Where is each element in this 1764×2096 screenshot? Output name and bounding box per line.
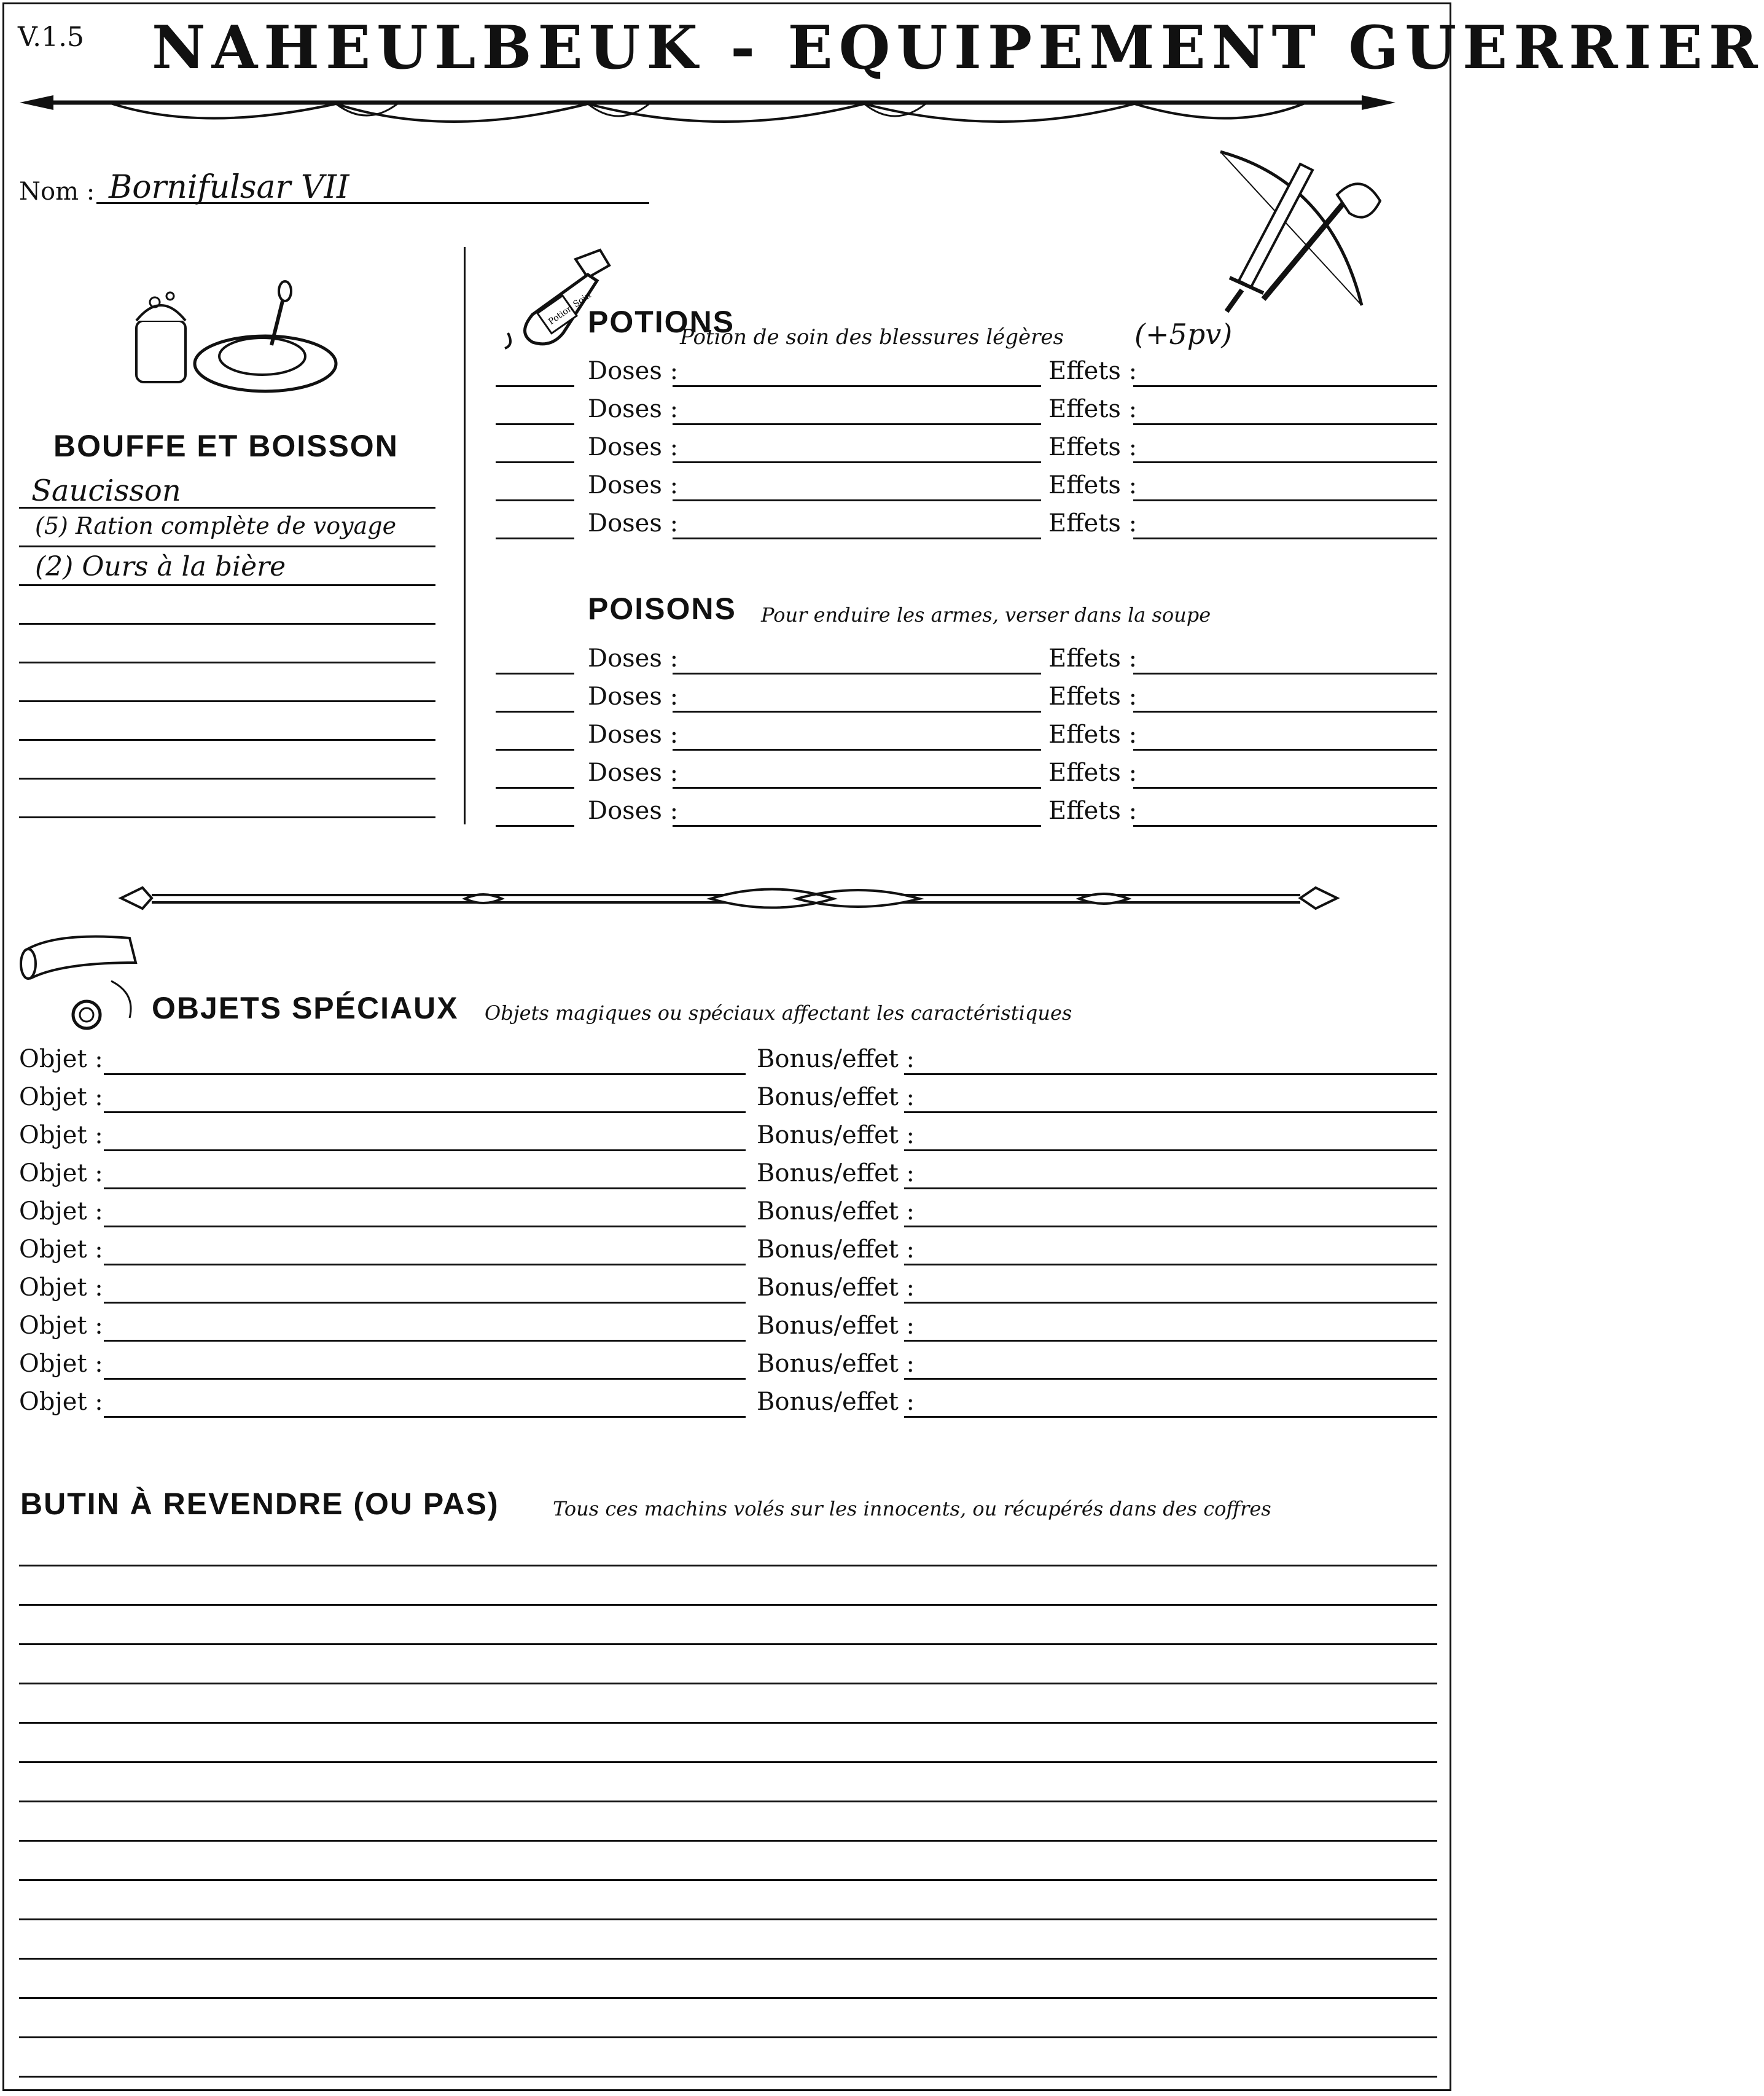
object-label: Objet : bbox=[19, 1159, 103, 1187]
effect-label: Effets : bbox=[1048, 759, 1138, 787]
food-line bbox=[19, 584, 435, 586]
food-line bbox=[19, 778, 435, 780]
loot-line[interactable] bbox=[19, 1565, 1437, 1566]
bonus-label: Bonus/effet : bbox=[757, 1388, 915, 1416]
effect-field[interactable] bbox=[1133, 538, 1437, 539]
object-label: Objet : bbox=[19, 1235, 103, 1264]
loot-line[interactable] bbox=[19, 1761, 1437, 1763]
dose-label: Doses : bbox=[588, 509, 679, 538]
object-field[interactable] bbox=[104, 1264, 746, 1265]
bonus-label: Bonus/effet : bbox=[757, 1159, 915, 1187]
dose-field[interactable] bbox=[673, 711, 1041, 713]
dose-field[interactable] bbox=[673, 749, 1041, 751]
bonus-field[interactable] bbox=[904, 1111, 1437, 1113]
bonus-label: Bonus/effet : bbox=[757, 1197, 915, 1226]
equipment-sheet bbox=[2, 2, 1764, 2091]
object-field[interactable] bbox=[104, 1073, 746, 1075]
effect-field[interactable] bbox=[1133, 499, 1437, 501]
dose-count-line[interactable] bbox=[496, 538, 574, 539]
potion-note-effect[interactable]: (+5pv) bbox=[1134, 318, 1233, 351]
dose-label: Doses : bbox=[588, 357, 679, 385]
effect-field[interactable] bbox=[1133, 787, 1437, 789]
object-label: Objet : bbox=[19, 1083, 103, 1111]
dose-count-line[interactable] bbox=[496, 787, 574, 789]
staff-divider-icon bbox=[121, 877, 1337, 920]
bonus-field[interactable] bbox=[904, 1264, 1437, 1265]
column-separator bbox=[464, 247, 466, 824]
loot-line[interactable] bbox=[19, 1879, 1437, 1881]
object-field[interactable] bbox=[104, 1340, 746, 1342]
poisons-subtitle: Pour enduire les armes, verser dans la soupe bbox=[761, 603, 1211, 627]
dose-label: Doses : bbox=[588, 395, 679, 423]
bonus-field[interactable] bbox=[904, 1073, 1437, 1075]
name-label: Nom : bbox=[19, 178, 95, 206]
name-field[interactable]: Bornifulsar VII bbox=[109, 169, 349, 206]
loot-subtitle: Tous ces machins volés sur les innocents, ou récupérés dans des coffres bbox=[553, 1497, 1271, 1520]
food-item[interactable]: Saucisson bbox=[31, 474, 181, 508]
loot-title: BUTIN À REVENDRE (OU PAS) bbox=[20, 1487, 499, 1521]
potions-title: POTIONS bbox=[588, 305, 735, 339]
effect-field[interactable] bbox=[1133, 749, 1437, 751]
food-line bbox=[19, 739, 435, 741]
food-plate-icon bbox=[130, 278, 339, 401]
food-line bbox=[19, 816, 435, 818]
effect-label: Effets : bbox=[1048, 357, 1138, 385]
bonus-label: Bonus/effet : bbox=[757, 1083, 915, 1111]
dose-label: Doses : bbox=[588, 797, 679, 825]
bonus-field[interactable] bbox=[904, 1149, 1437, 1151]
dose-count-line[interactable] bbox=[496, 385, 574, 387]
dose-count-line[interactable] bbox=[496, 499, 574, 501]
bonus-field[interactable] bbox=[904, 1340, 1437, 1342]
dose-count-line[interactable] bbox=[496, 749, 574, 751]
effect-field[interactable] bbox=[1133, 825, 1437, 827]
spear-divider-icon bbox=[17, 78, 1399, 146]
dose-count-line[interactable] bbox=[496, 825, 574, 827]
page-title: NAHEULBEUK - EQUIPEMENT GUERRIER bbox=[152, 13, 1764, 82]
dose-label: Doses : bbox=[588, 644, 679, 673]
loot-line[interactable] bbox=[19, 1683, 1437, 1684]
bonus-label: Bonus/effet : bbox=[757, 1121, 915, 1149]
dose-field[interactable] bbox=[673, 787, 1041, 789]
bonus-label: Bonus/effet : bbox=[757, 1273, 915, 1302]
food-line bbox=[19, 662, 435, 663]
effect-field[interactable] bbox=[1133, 673, 1437, 675]
object-field[interactable] bbox=[104, 1378, 746, 1380]
dose-field[interactable] bbox=[673, 385, 1041, 387]
effect-field[interactable] bbox=[1133, 385, 1437, 387]
potion-bottle-label: Potion Soin bbox=[546, 290, 593, 327]
food-line bbox=[19, 546, 435, 547]
dose-field[interactable] bbox=[673, 499, 1041, 501]
potion-note[interactable]: Potion de soin des blessures légères bbox=[680, 325, 1064, 350]
object-label: Objet : bbox=[19, 1312, 103, 1340]
loot-line[interactable] bbox=[19, 1604, 1437, 1606]
bonus-field[interactable] bbox=[904, 1378, 1437, 1380]
effect-label: Effets : bbox=[1048, 797, 1138, 825]
object-field[interactable] bbox=[104, 1187, 746, 1189]
effect-label: Effets : bbox=[1048, 509, 1138, 538]
effect-label: Effets : bbox=[1048, 682, 1138, 711]
object-field[interactable] bbox=[104, 1226, 746, 1227]
bonus-field[interactable] bbox=[904, 1302, 1437, 1304]
poisons-title: POISONS bbox=[588, 592, 736, 626]
name-underline bbox=[96, 202, 649, 204]
dose-field[interactable] bbox=[673, 538, 1041, 539]
loot-line[interactable] bbox=[19, 1918, 1437, 1920]
food-item[interactable]: (5) Ration complète de voyage bbox=[35, 512, 397, 539]
object-field[interactable] bbox=[104, 1302, 746, 1304]
effect-field[interactable] bbox=[1133, 461, 1437, 463]
loot-line[interactable] bbox=[19, 1997, 1437, 1999]
object-label: Objet : bbox=[19, 1350, 103, 1378]
special-title: OBJETS SPÉCIAUX bbox=[152, 991, 459, 1025]
food-title: BOUFFE ET BOISSON bbox=[53, 429, 399, 463]
loot-line[interactable] bbox=[19, 1643, 1437, 1645]
object-label: Objet : bbox=[19, 1273, 103, 1302]
crossed-weapons-icon bbox=[1208, 146, 1392, 318]
loot-line[interactable] bbox=[19, 1722, 1437, 1724]
object-label: Objet : bbox=[19, 1121, 103, 1149]
dose-label: Doses : bbox=[588, 759, 679, 787]
dose-field[interactable] bbox=[673, 423, 1041, 425]
bonus-label: Bonus/effet : bbox=[757, 1235, 915, 1264]
bonus-label: Bonus/effet : bbox=[757, 1350, 915, 1378]
dose-count-line[interactable] bbox=[496, 711, 574, 713]
scroll-ring-icon bbox=[19, 926, 148, 1036]
dose-field[interactable] bbox=[673, 825, 1041, 827]
dose-label: Doses : bbox=[588, 433, 679, 461]
loot-line[interactable] bbox=[19, 1801, 1437, 1802]
version-label: V.1.5 bbox=[18, 22, 85, 53]
effect-label: Effets : bbox=[1048, 433, 1138, 461]
effect-label: Effets : bbox=[1048, 644, 1138, 673]
dose-count-line[interactable] bbox=[496, 461, 574, 463]
effect-field[interactable] bbox=[1133, 423, 1437, 425]
loot-line[interactable] bbox=[19, 2036, 1437, 2038]
loot-line[interactable] bbox=[19, 1840, 1437, 1842]
dose-field[interactable] bbox=[673, 461, 1041, 463]
food-line bbox=[19, 623, 435, 625]
dose-field[interactable] bbox=[673, 673, 1041, 675]
object-label: Objet : bbox=[19, 1197, 103, 1226]
object-field[interactable] bbox=[104, 1149, 746, 1151]
dose-count-line[interactable] bbox=[496, 423, 574, 425]
dose-label: Doses : bbox=[588, 471, 679, 499]
object-field[interactable] bbox=[104, 1111, 746, 1113]
dose-label: Doses : bbox=[588, 721, 679, 749]
effect-label: Effets : bbox=[1048, 471, 1138, 499]
loot-line[interactable] bbox=[19, 2076, 1437, 2078]
bonus-field[interactable] bbox=[904, 1416, 1437, 1418]
effect-label: Effets : bbox=[1048, 721, 1138, 749]
bonus-field[interactable] bbox=[904, 1187, 1437, 1189]
dose-label: Doses : bbox=[588, 682, 679, 711]
food-line bbox=[19, 700, 435, 702]
special-subtitle: Objets magiques ou spéciaux affectant les caractéristiques bbox=[485, 1001, 1072, 1025]
loot-line[interactable] bbox=[19, 1958, 1437, 1960]
food-item[interactable]: (2) Ours à la bière bbox=[35, 551, 286, 582]
object-field[interactable] bbox=[104, 1416, 746, 1418]
dose-count-line[interactable] bbox=[496, 673, 574, 675]
effect-field[interactable] bbox=[1133, 711, 1437, 713]
object-label: Objet : bbox=[19, 1045, 103, 1073]
bonus-label: Bonus/effet : bbox=[757, 1312, 915, 1340]
effect-label: Effets : bbox=[1048, 395, 1138, 423]
bonus-field[interactable] bbox=[904, 1226, 1437, 1227]
bonus-label: Bonus/effet : bbox=[757, 1045, 915, 1073]
object-label: Objet : bbox=[19, 1388, 103, 1416]
